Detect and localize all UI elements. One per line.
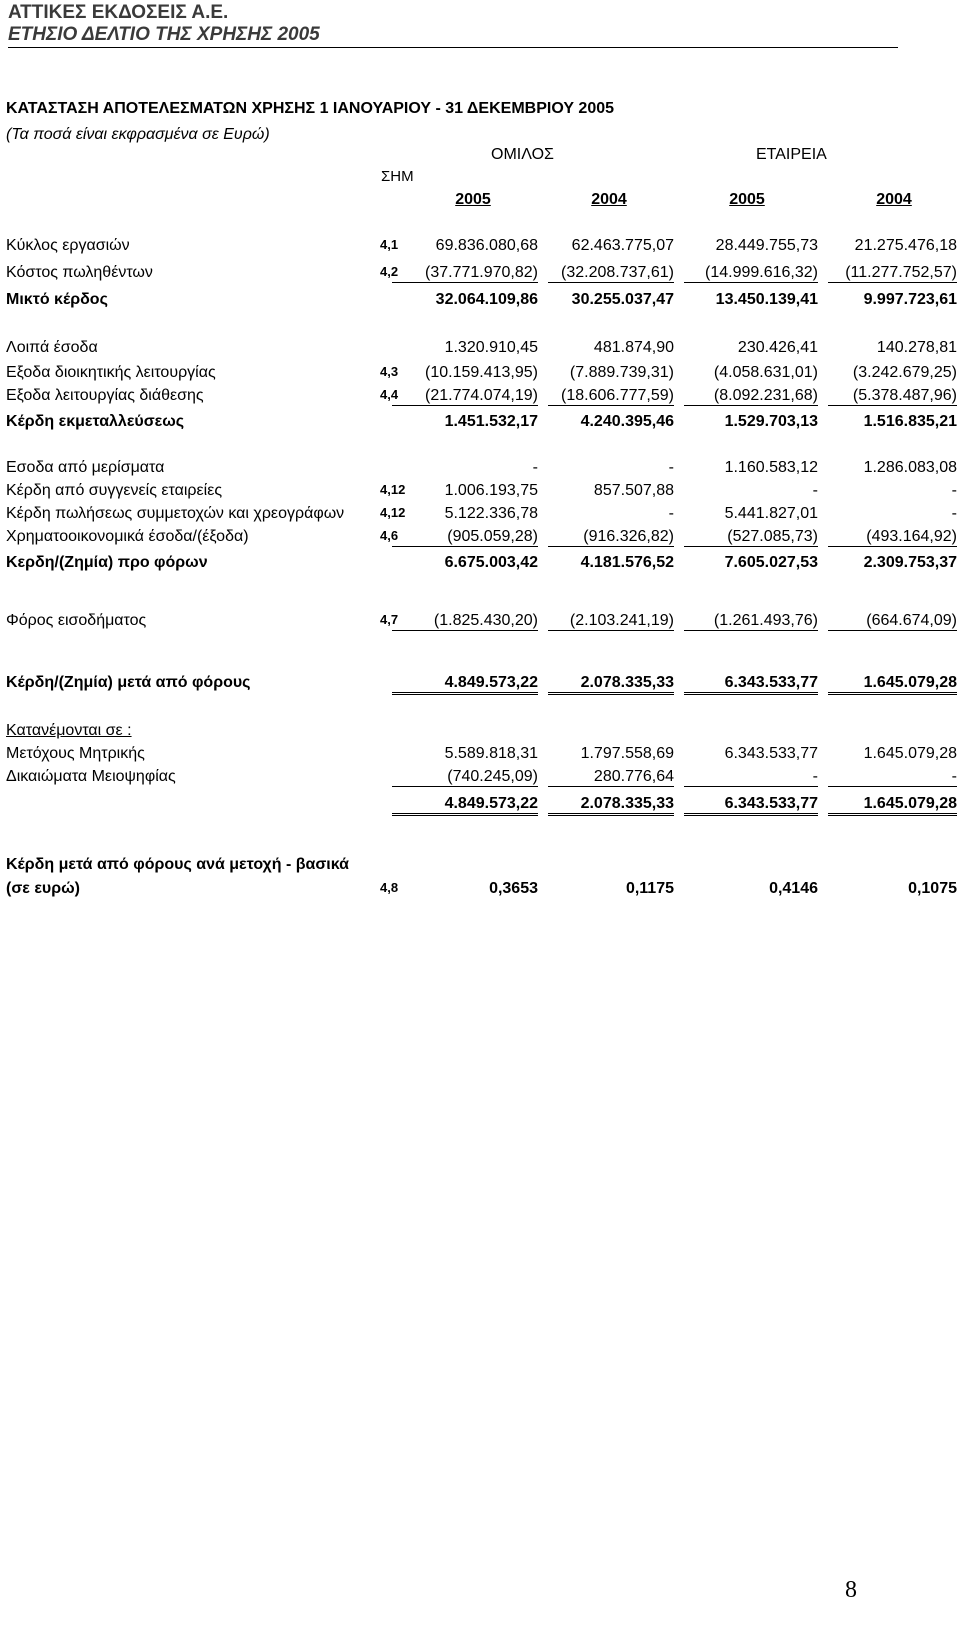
row-dividend-income [0,459,960,481]
value-group-2005: - [532,459,538,476]
row-associates-profit [0,482,960,504]
row-label: Μετόχους Μητρικής [6,745,145,762]
eps-title: Κέρδη μετά από φόρους ανά μετοχή - βασικά [6,856,349,873]
row-label: Εξοδα διοικητικής λειτουργίας [6,364,216,381]
statement-subtitle: (Τα ποσά είναι εκφρασμένα σε Ευρώ) [6,126,270,143]
row-label: Κέρδη πωλήσεως συμμετοχών και χρεογράφων [6,505,345,522]
value-group-2005: (37.771.970,82) [392,264,538,283]
page-number: 8 [845,1577,857,1603]
row-label: Χρηματοοικονομικά έσοδα/(έξοδα) [6,528,249,545]
value-group-2005: 32.064.109,86 [435,291,538,308]
value-group-2004: - [668,505,674,522]
value-company-2005: 6.343.533,77 [684,795,818,816]
row-label: Εξοδα λειτουργίας διάθεσης [6,387,204,404]
value-company-2005: 13.450.139,41 [715,291,818,308]
group-heading: ΟΜΙΛΟΣ [491,146,554,163]
report-title: ΕΤΗΣΙΟ ΔΕΛΤΙΟ ΤΗΣ ΧΡΗΣΗΣ 2005 [8,24,320,45]
value-company-2005: 6.343.533,77 [684,674,818,695]
value-company-2004: 1.645.079,28 [863,745,957,762]
company-name: ΑΤΤΙΚΕΣ ΕΚΔΟΣΕΙΣ Α.Ε. [8,2,229,23]
value-company-2005: 230.426,41 [737,339,818,356]
year-heading-company-2005: 2005 [729,191,765,208]
value-company-2005: (527.085,73) [684,528,818,547]
row-label: Κερδη/(Ζημία) προ φόρων [6,554,208,571]
row-eps [0,880,960,902]
value-group-2005: 1.451.532,17 [444,413,538,430]
row-note: 4,12 [380,505,406,520]
row-label: Εσοδα από μερίσματα [6,459,165,476]
value-company-2004: (3.242.679,25) [852,364,957,381]
value-company-2005: - [684,768,818,787]
value-company-2004: (11.277.752,57) [828,264,957,283]
row-note: 4,3 [380,364,399,379]
value-group-2005: 5.589.818,31 [444,745,538,762]
value-group-2005: 5.122.336,78 [444,505,538,522]
value-group-2005: (10.159.413,95) [425,364,538,381]
value-company-2004: 9.997.723,61 [863,291,957,308]
row-note: 4,1 [380,237,399,252]
row-label: Κέρδη/(Ζημία) μετά από φόρους [6,674,251,691]
value-group-2004: (7.889.739,31) [569,364,674,381]
row-other-income [0,339,960,361]
value-group-2005: 4.849.573,22 [392,674,538,695]
value-company-2004: (5.378.487,96) [828,387,957,406]
value-group-2004: - [668,459,674,476]
value-company-2005: (4.058.631,01) [713,364,818,381]
year-heading-group-2004: 2004 [591,191,627,208]
value-company-2005: 1.529.703,13 [724,413,818,430]
value-company-2004: 1.645.079,28 [828,795,957,816]
value-company-2004: (664.674,09) [828,612,957,631]
value-group-2004: 4.181.576,52 [580,554,674,571]
company-heading: ΕΤΑΙΡΕΙΑ [756,146,827,163]
value-group-2004: 1.797.558,69 [580,745,674,762]
value-group-2004: 280.776,64 [548,768,674,787]
value-company-2004: 0,1075 [908,880,957,897]
value-company-2005: (8.092.231,68) [684,387,818,406]
value-group-2004: 481.874,90 [593,339,674,356]
value-company-2005: 5.441.827,01 [724,505,818,522]
row-note: 4,7 [380,612,399,627]
row-label: Κύκλος εργασιών [6,237,130,254]
row-note: 4,2 [380,264,399,279]
value-company-2004: 2.309.753,37 [863,554,957,571]
value-group-2004: (916.326,82) [548,528,674,547]
header-divider [8,47,898,48]
row-allocated-total [0,795,960,817]
value-group-2004: 2.078.335,33 [548,674,674,695]
row-note: 4,6 [380,528,399,543]
row-finance-net [0,528,960,550]
value-company-2004: 140.278,81 [876,339,957,356]
value-company-2004: - [828,768,957,787]
value-company-2004: 21.275.476,18 [854,237,957,254]
value-group-2005: 1.006.193,75 [444,482,538,499]
value-group-2005: (740.245,09) [392,768,538,787]
value-group-2004: 0,1175 [625,880,674,897]
row-disposal-gains [0,505,960,527]
value-company-2004: - [951,505,957,522]
value-group-2004: (18.606.777,59) [548,387,674,406]
row-label: Φόρος εισοδήματος [6,612,147,629]
value-company-2005: 7.605.027,53 [724,554,818,571]
value-company-2005: 0,4146 [769,880,818,897]
allocation-heading: Κατανέμονται σε : [6,722,132,739]
value-group-2005: (905.059,28) [392,528,538,547]
value-company-2004: 1.286.083,08 [863,459,957,476]
value-group-2005: 6.675.003,42 [444,554,538,571]
value-company-2005: (14.999.616,32) [684,264,818,283]
row-note: 4,12 [380,482,406,497]
row-label: (σε ευρώ) [6,880,80,897]
value-company-2005: 1.160.583,12 [724,459,818,476]
statement-title: ΚΑΤΑΣΤΑΣΗ ΑΠΟΤΕΛΕΣΜΑΤΩΝ ΧΡΗΣΗΣ 1 ΙΑΝΟΥΑΡΙΟΥ - 31 ΔΕΚΕΜΒΡΙΟΥ 2005 [6,100,615,117]
row-cost-of-sales [0,264,960,286]
year-heading-company-2004: 2004 [876,191,912,208]
row-gross-profit [0,291,960,313]
value-group-2004: 30.255.037,47 [571,291,674,308]
value-company-2004: - [951,482,957,499]
row-operating-profit [0,413,960,435]
value-group-2005: (21.774.074,19) [392,387,538,406]
value-group-2004: 2.078.335,33 [548,795,674,816]
value-group-2005: 1.320.910,45 [444,339,538,356]
year-heading-group-2005: 2005 [455,191,491,208]
row-label: Λοιπά έσοδα [6,339,98,356]
value-company-2005: 28.449.755,73 [715,237,818,254]
row-minority-interest [0,768,960,790]
row-parent-shareholders [0,745,960,767]
row-label: Κέρδη εκμεταλλεύσεως [6,413,185,430]
row-sales [0,237,960,259]
value-group-2005: 69.836.080,68 [435,237,538,254]
row-label: Δικαιώματα Μειοψηφίας [6,768,176,785]
value-group-2005: 0,3653 [489,880,538,897]
row-note: 4,8 [380,880,399,895]
value-group-2005: 4.849.573,22 [392,795,538,816]
row-label: Κέρδη από συγγενείς εταιρείες [6,482,223,499]
value-company-2005: - [812,482,818,499]
row-profit-before-tax [0,554,960,576]
value-company-2005: (1.261.493,76) [684,612,818,631]
value-company-2004: 1.516.835,21 [863,413,957,430]
row-label: Κόστος πωληθέντων [6,264,153,281]
value-group-2004: (2.103.241,19) [548,612,674,631]
value-company-2004: 1.645.079,28 [828,674,957,695]
value-group-2004: (32.208.737,61) [548,264,674,283]
value-group-2004: 4.240.395,46 [580,413,674,430]
value-company-2004: (493.164,92) [828,528,957,547]
row-profit-after-tax [0,674,960,696]
value-group-2005: (1.825.430,20) [392,612,538,631]
row-distribution-expenses [0,387,960,409]
value-group-2004: 62.463.775,07 [571,237,674,254]
value-company-2005: 6.343.533,77 [724,745,818,762]
value-group-2004: 857.507,88 [593,482,674,499]
row-note: 4,4 [380,387,399,402]
row-label: Μικτό κέρδος [6,291,108,308]
row-admin-expenses [0,364,960,386]
row-income-tax [0,612,960,634]
notes-heading: ΣΗΜ [381,168,414,185]
